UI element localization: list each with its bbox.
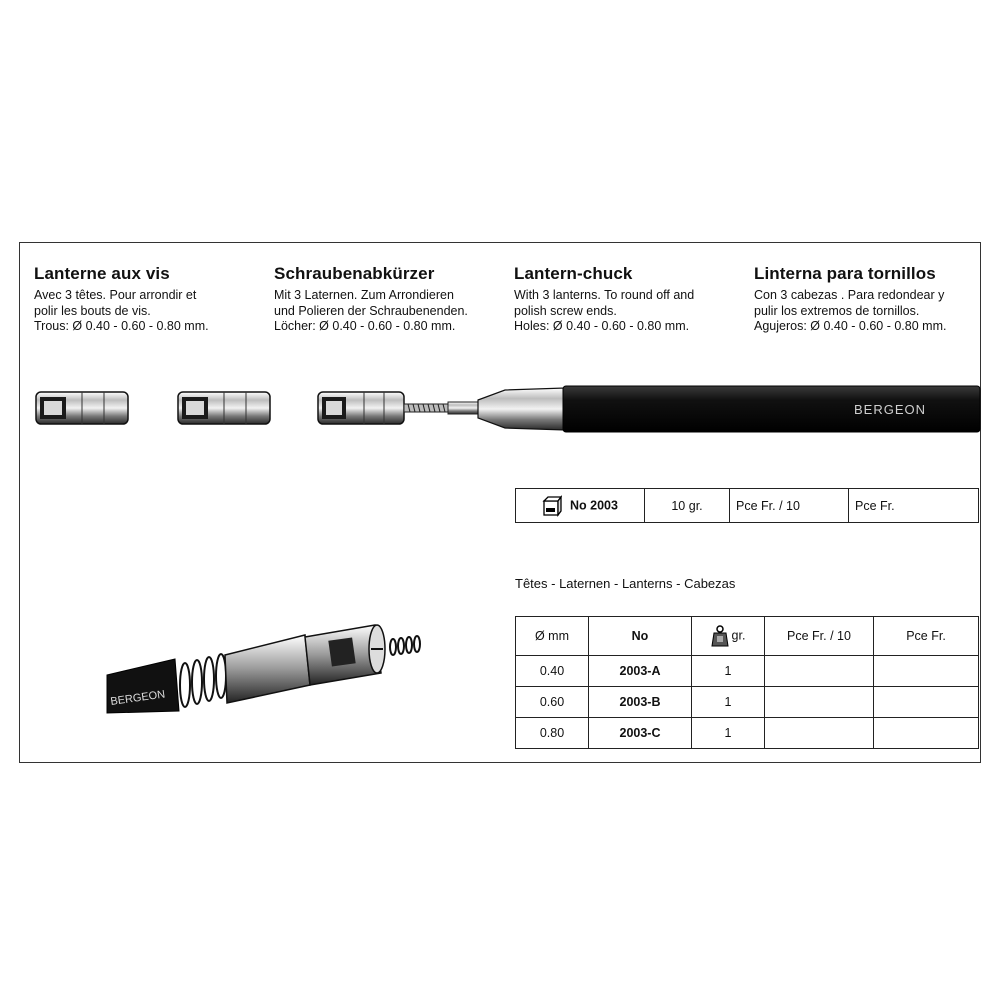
number-cell: 2003-C bbox=[589, 718, 692, 749]
product-number-cell bbox=[516, 489, 645, 523]
lanterns-table bbox=[515, 616, 979, 749]
price-cell bbox=[874, 656, 979, 687]
diameter-header: Ø mm bbox=[516, 617, 589, 656]
lantern-chuck-illustration bbox=[30, 378, 985, 440]
column-text: With 3 lanterns. To round off and polish screw ends. Holes: Ø 0.40 - 0.60 - 0.80 mm. bbox=[514, 288, 695, 333]
column-title: Lantern-chuck bbox=[514, 264, 633, 283]
table-header-row bbox=[516, 617, 979, 656]
table-row bbox=[516, 656, 979, 687]
weight-cell: 1 bbox=[692, 687, 765, 718]
diameter-cell: 0.40 bbox=[516, 656, 589, 687]
column-title: Linterna para tornillos bbox=[754, 264, 936, 283]
price-per-10-cell bbox=[765, 656, 874, 687]
weight-cell: 1 bbox=[692, 718, 765, 749]
brand-label: BERGEON bbox=[853, 402, 927, 417]
number-header: No bbox=[589, 617, 692, 656]
price-header: Pce Fr. bbox=[849, 489, 979, 523]
table-row bbox=[516, 718, 979, 749]
price-header: Pce Fr. bbox=[874, 617, 979, 656]
number-cell: 2003-B bbox=[589, 687, 692, 718]
lantern-head-1 bbox=[36, 392, 128, 424]
number-cell: 2003-A bbox=[589, 656, 692, 687]
price-per-10-cell bbox=[765, 687, 874, 718]
product-weight: 10 gr. bbox=[645, 489, 730, 523]
lantern-head-mounted bbox=[318, 392, 404, 424]
weight-icon bbox=[711, 625, 729, 647]
diameter-cell: 0.80 bbox=[516, 718, 589, 749]
diameter-cell: 0.60 bbox=[516, 687, 589, 718]
price-cell bbox=[874, 687, 979, 718]
column-french bbox=[34, 264, 274, 335]
column-text: Mit 3 Laternen. Zum Arrondieren und Polieren der Schraubenenden. Löcher: Ø 0.40 - 0.60 - 0.80 mm. bbox=[274, 288, 468, 333]
column-text: Avec 3 têtes. Pour arrondir et polir les bouts de vis. Trous: Ø 0.40 - 0.60 - 0.80 mm. bbox=[34, 288, 209, 333]
column-title: Lanterne aux vis bbox=[34, 264, 170, 283]
table-row bbox=[516, 489, 979, 523]
column-english bbox=[514, 264, 754, 335]
weight-cell: 1 bbox=[692, 656, 765, 687]
price-per-10-header: Pce Fr. / 10 bbox=[765, 617, 874, 656]
price-cell bbox=[874, 718, 979, 749]
column-text: Con 3 cabezas . Para redondear y pulir los extremos de tornillos. Agujeros: Ø 0.40 - 0.60 - 0.80 mm. bbox=[754, 288, 947, 333]
product-number: No 2003 bbox=[570, 497, 618, 512]
price-per-10-cell bbox=[765, 718, 874, 749]
lantern-closeup-illustration bbox=[105, 615, 435, 715]
brand-label-closeup: BERGEON bbox=[109, 688, 166, 708]
box-icon bbox=[542, 495, 562, 517]
column-spanish bbox=[754, 264, 994, 335]
price-per-10-header: Pce Fr. / 10 bbox=[730, 489, 849, 523]
lantern-head-2 bbox=[178, 392, 270, 424]
table-row bbox=[516, 687, 979, 718]
column-title: Schraubenabkürzer bbox=[274, 264, 435, 283]
weight-header-cell bbox=[692, 617, 765, 656]
weight-header: gr. bbox=[731, 628, 746, 643]
column-german bbox=[274, 264, 514, 335]
product-table bbox=[515, 488, 979, 523]
lanterns-caption: Têtes - Laternen - Lanterns - Cabezas bbox=[515, 576, 736, 591]
